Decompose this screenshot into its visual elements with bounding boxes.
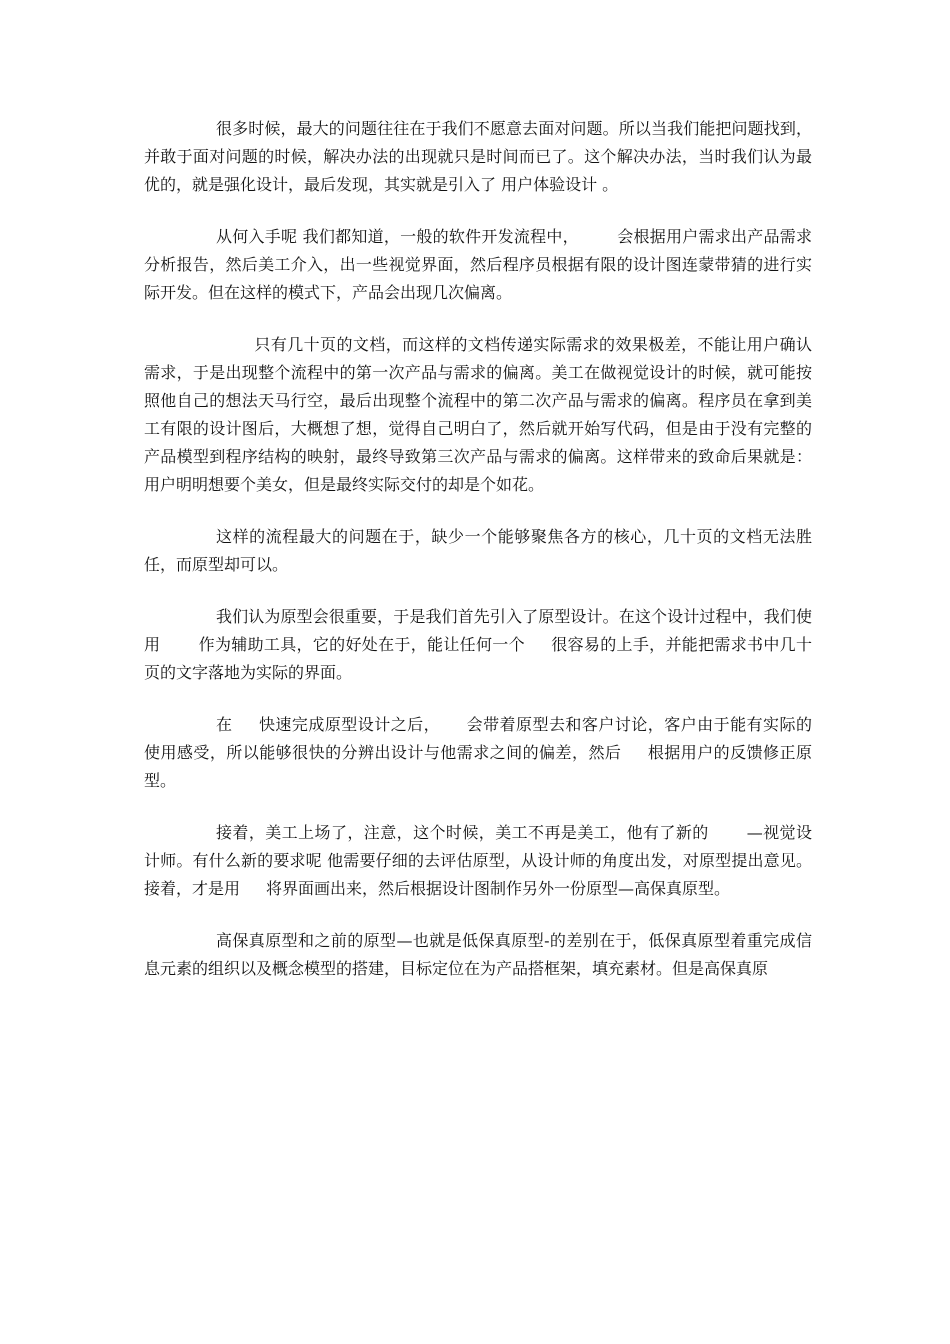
paragraph-text: 作为辅助工具，它的好处在于，能让任何一个 [198,635,525,654]
paragraph-text: 根据用户的反馈修正原型。 [144,743,812,790]
paragraph-text: 接着，美工上场了，注意，这个时候，美工不再是美工，他有了新的 [216,823,709,842]
paragraph-4 [144,523,812,579]
paragraph-7 [144,819,812,903]
paragraph-1 [144,115,812,199]
paragraph-text: 只有几十页的文档，而这样的文档传递实际需求的效果极差，不能让用户确认需求，于是出现整个流程中的第一次产品与需求的偏离。美工在做视觉设计的时候，就可能按照他自己的想法天马行空，最后出现整个流程中的第二次产品与需求的偏离。程序员在拿到美工有限的设计图后，大概想了想，觉得自己明白了，然后就开始写代码，但是由于没有完整的产品模型到程序结构的映射，最终导致第三次产品与需求的偏离。这样带来的致命后果就是：用户明明想要个美女，但是最终实际交付的却是个如花。 [144,335,812,494]
paragraph-text: 高保真原型和之前的原型—也就是低保真原型-的差别在于，低保真原型着重完成信息元素的组织以及概念模型的搭建，目标定位在为产品搭框架，填充素材。但是高保真原 [144,931,812,978]
paragraph-text: 从何入手呢 我们都知道，一般的软件开发流程中， [216,227,579,246]
paragraph-text: 将界面画出来，然后根据设计图制作另外一份原型—高保真原型。 [266,879,731,898]
paragraph-text: 这样的流程最大的问题在于，缺少一个能够聚焦各方的核心，几十页的文档无法胜任，而原型却可以。 [144,527,812,574]
paragraph-text: 很多时候，最大的问题往往在于我们不愿意去面对问题。所以当我们能把问题找到，并敢于面对问题的时候，解决办法的出现就只是时间而已了。这个解决办法，当时我们认为最优的，就是强化设计，最后发现，其实就是引入了 用户体验设计 。 [144,119,812,194]
paragraph-text: 会带着原型去和客户讨论，客户由于能有实际的使用感受，所以能够很快的分辨出设计与他需求之间的偏差，然后 [144,715,812,762]
paragraph-text: 会根据用户需求出产品需求分析报告，然后美工介入，出一些视觉界面，然后程序员根据有限的设计图连蒙带猜的进行实际开发。但在这样的模式下，产品会出现几次偏离。 [144,227,812,302]
paragraph-text: 在 [216,715,233,734]
paragraph-2 [144,223,812,307]
paragraph-text: 我们认为原型会很重要，于是我们首先引入了原型设计。在这个设计过程中，我们使用 [144,607,812,654]
paragraph-text: —视觉设计师。有什么新的要求呢 他需要仔细的去评估原型，从设计师的角度出发，对原型提出意见。接着，才是用 [144,823,812,898]
paragraph-8 [144,927,812,983]
paragraph-text: 很容易的上手，并能把需求书中几十页的文字落地为实际的界面。 [144,635,812,682]
paragraph-text: 快速完成原型设计之后， [258,715,441,734]
paragraph-3 [144,331,812,499]
paragraph-6 [144,711,812,795]
paragraph-5 [144,603,812,687]
document-body [144,115,812,1007]
